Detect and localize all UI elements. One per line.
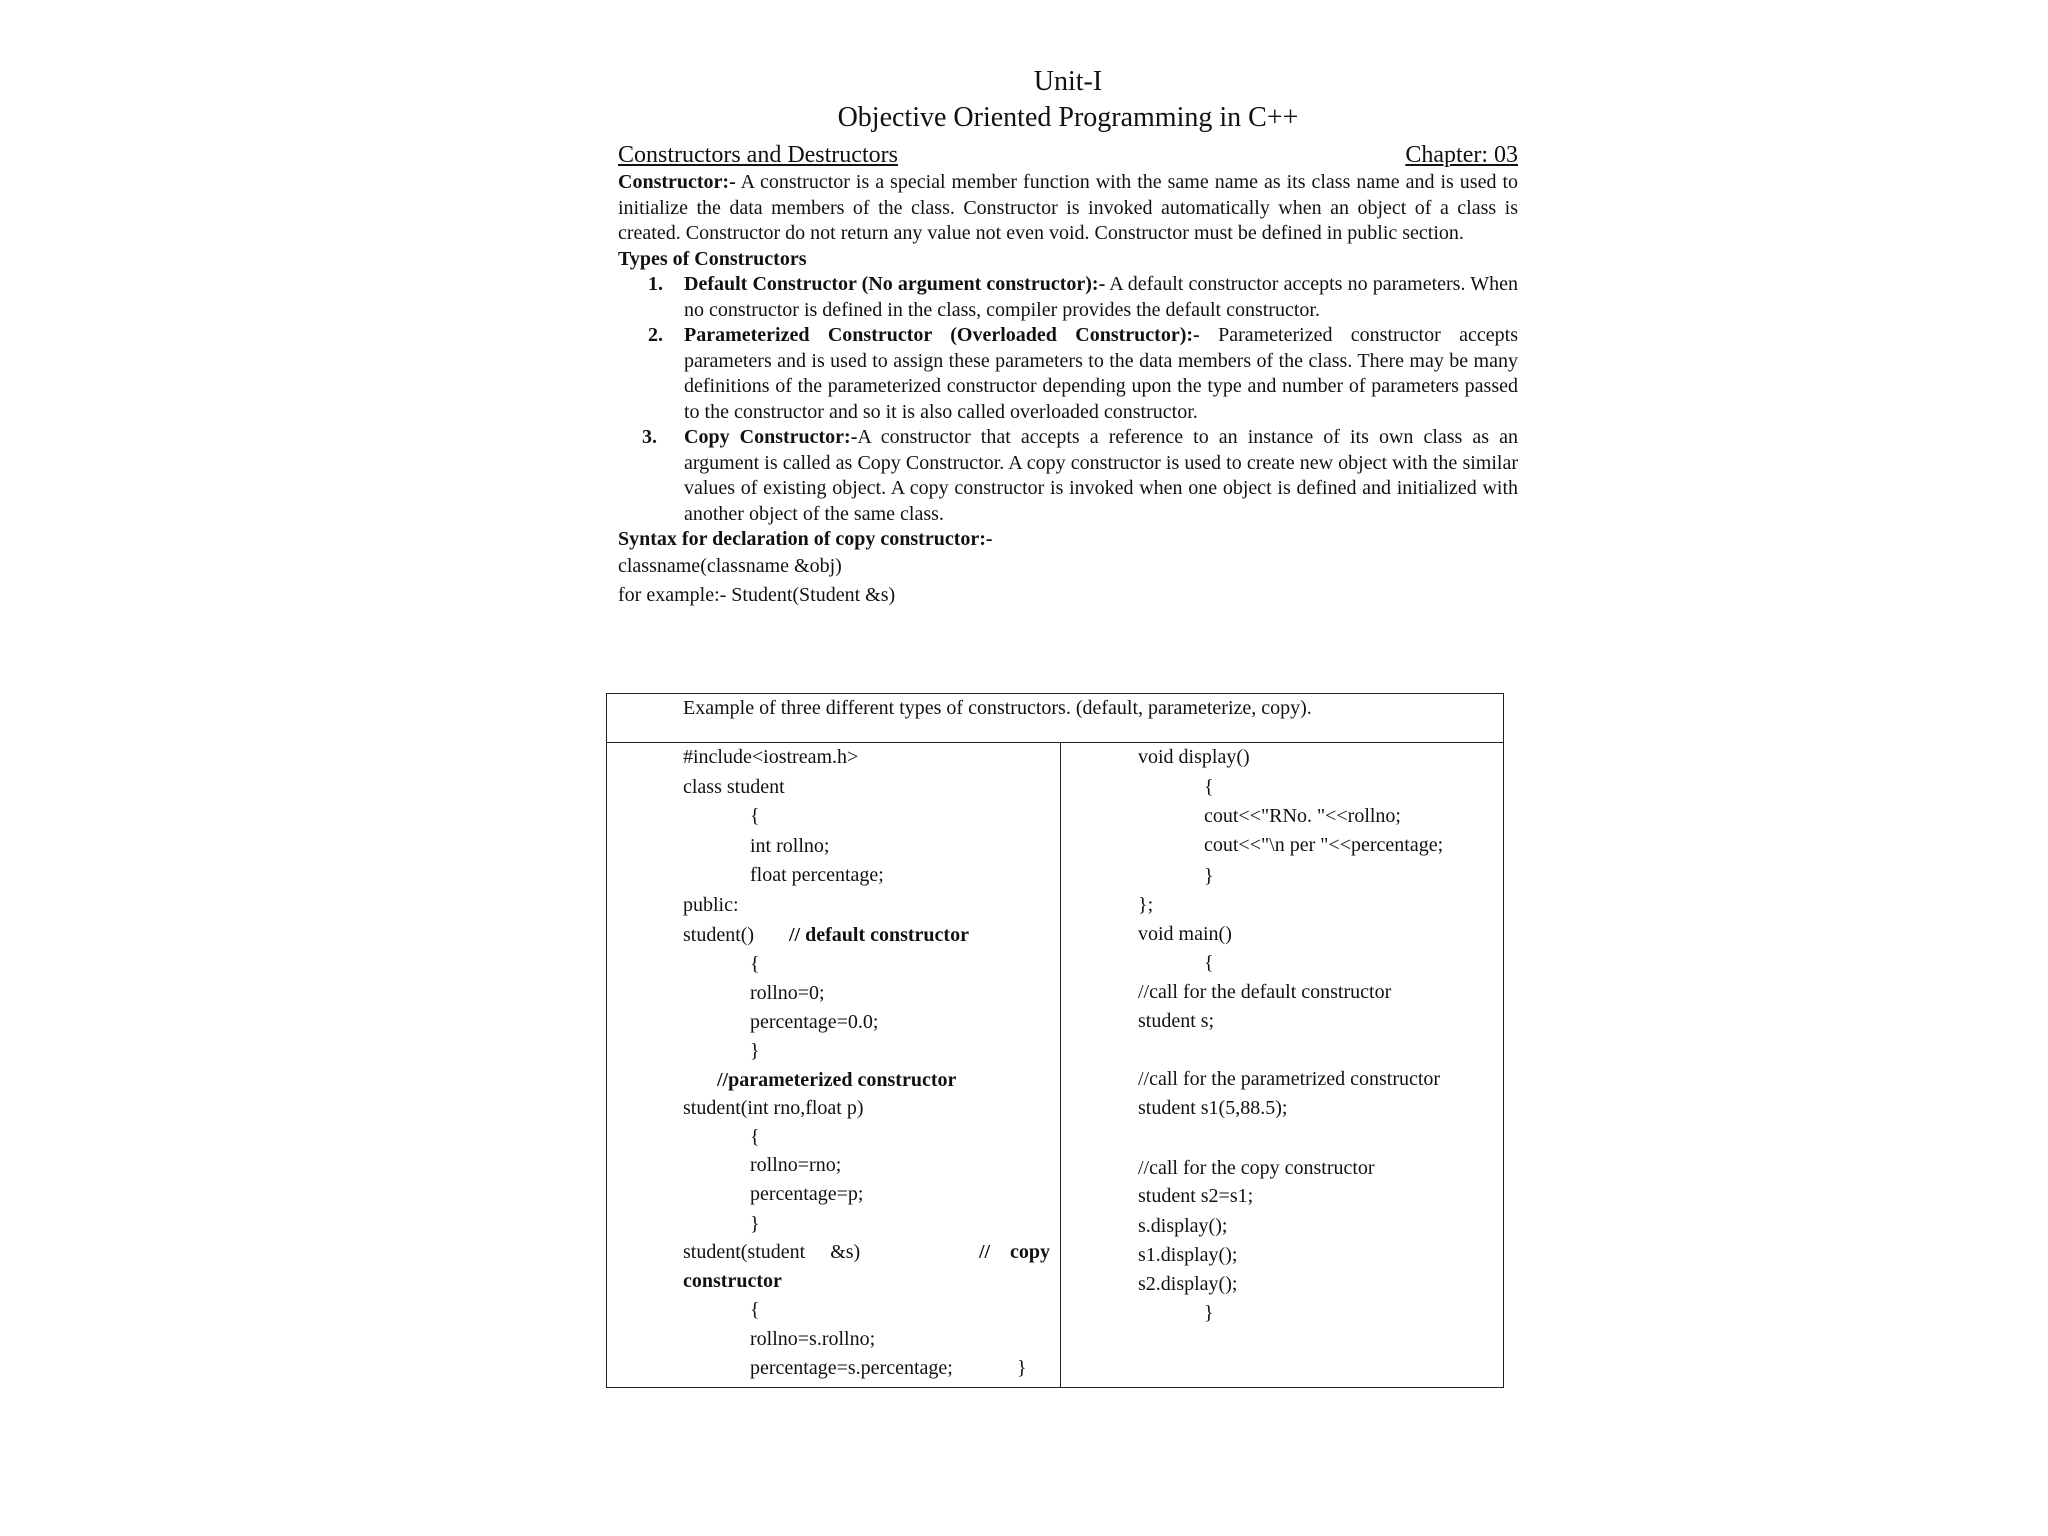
code-line: percentage=p; xyxy=(750,1183,864,1205)
code-comment: //parameterized constructor xyxy=(717,1069,957,1091)
code-line: #include<iostream.h> xyxy=(683,746,859,768)
code-line: int rollno; xyxy=(750,835,830,857)
chapter-header xyxy=(618,140,1518,170)
syntax-example: for example:- Student(Student &s) xyxy=(618,584,896,606)
unit-title: Unit-I xyxy=(1033,66,1103,97)
syntax-heading: Syntax for declaration of copy constructor:- xyxy=(618,528,993,550)
code-line: } xyxy=(1204,865,1214,887)
list-item xyxy=(618,425,1518,527)
list-number: 3. xyxy=(642,426,657,448)
list-item xyxy=(618,323,1518,425)
code-line: { xyxy=(750,953,760,975)
subject-title: Objective Oriented Programming in C++ xyxy=(837,102,1299,133)
code-line: { xyxy=(750,1299,760,1321)
chapter-label: Chapter: 03 xyxy=(1405,142,1518,168)
code-comment: // xyxy=(979,1241,991,1263)
type-text: A constructor that accepts a reference to an instance of its own class as an argument is called as Copy Constructor. A copy constructor is used to create new object with the similar values of existing object. A copy constructor is invoked when one object is defined and initialized with another object of the same class. xyxy=(684,426,1519,525)
type-text: Parameterized constructor accepts parameters and is used to assign these parameters to the data members of the class. There may be many definitions of the parameterized constructor depending upon the type and number of parameters passed to the constructor and so it is also called overloaded constructor. xyxy=(684,324,1518,423)
code-line: { xyxy=(750,1126,760,1148)
code-line: s1.display(); xyxy=(1138,1244,1238,1266)
code-line: rollno=s.rollno; xyxy=(750,1328,876,1350)
code-comment: // default constructor xyxy=(789,924,969,946)
code-line: student(student &s) xyxy=(683,1241,861,1263)
topic-heading: Constructors and Destructors xyxy=(618,142,898,168)
code-column-left xyxy=(607,743,1061,1387)
code-line: rollno=rno; xyxy=(750,1154,842,1176)
code-comment: //call for the default constructor xyxy=(1138,981,1392,1003)
type-term: Copy Constructor:- xyxy=(684,426,858,448)
code-line: { xyxy=(1204,776,1214,798)
code-line: student(int rno,float p) xyxy=(683,1097,864,1119)
code-line: student s2=s1; xyxy=(1138,1185,1254,1207)
list-item xyxy=(618,272,1518,323)
code-line: { xyxy=(750,805,760,827)
syntax-declaration: classname(classname &obj) xyxy=(618,555,842,577)
code-comment: //call for the parametrized constructor xyxy=(1138,1068,1441,1090)
code-example-table xyxy=(606,693,1504,1388)
code-line: float percentage; xyxy=(750,864,884,886)
code-line: } xyxy=(750,1213,760,1235)
code-comment: constructor xyxy=(683,1270,782,1292)
code-column-right xyxy=(1061,743,1503,1387)
type-term: Default Constructor (No argument constructor):- xyxy=(684,273,1106,295)
code-line: void display() xyxy=(1138,746,1250,768)
constructor-definition xyxy=(618,170,1518,247)
code-line: student s; xyxy=(1138,1010,1215,1032)
type-term: Parameterized Constructor (Overloaded Constructor):- xyxy=(684,324,1200,346)
code-line: } xyxy=(1017,1357,1027,1379)
code-line: }; xyxy=(1138,894,1154,916)
code-line: percentage=0.0; xyxy=(750,1011,879,1033)
code-line: class student xyxy=(683,776,785,798)
code-comment: copy xyxy=(1010,1241,1050,1263)
code-line: void main() xyxy=(1138,923,1232,945)
code-line: { xyxy=(1204,952,1214,974)
constructor-term: Constructor:- xyxy=(618,171,736,193)
document-page xyxy=(618,64,1518,610)
types-heading: Types of Constructors xyxy=(618,247,807,270)
code-line: student s1(5,88.5); xyxy=(1138,1097,1288,1119)
code-line: cout<<"RNo. "<<rollno; xyxy=(1204,805,1401,827)
code-line: s.display(); xyxy=(1138,1215,1228,1237)
code-comment: //call for the copy constructor xyxy=(1138,1157,1375,1179)
constructor-types-list xyxy=(618,272,1518,527)
code-line: cout<<"\n per "<<percentage; xyxy=(1204,834,1444,856)
table-caption: Example of three different types of constructors. (default, parameterize, copy). xyxy=(607,694,1503,743)
code-line: rollno=0; xyxy=(750,982,825,1004)
type-text: A default constructor accepts no parameters. When no constructor is defined in the class, compiler provides the default constructor. xyxy=(684,273,1518,321)
constructor-text: A constructor is a special member function with the same name as its class name and is used to initialize the data members of the class. Constructor is invoked automatically when an object of a class is created. Constructor do not return any value not even void. Constructor must be defined in public section. xyxy=(618,171,1518,244)
code-line: public: xyxy=(683,894,739,916)
code-line: s2.display(); xyxy=(1138,1273,1238,1295)
list-number: 1. xyxy=(648,273,663,295)
code-line: student() xyxy=(683,924,755,946)
code-line: } xyxy=(750,1040,760,1062)
list-number: 2. xyxy=(648,324,663,346)
code-line: } xyxy=(1204,1302,1214,1324)
code-line: percentage=s.percentage; xyxy=(750,1357,953,1379)
